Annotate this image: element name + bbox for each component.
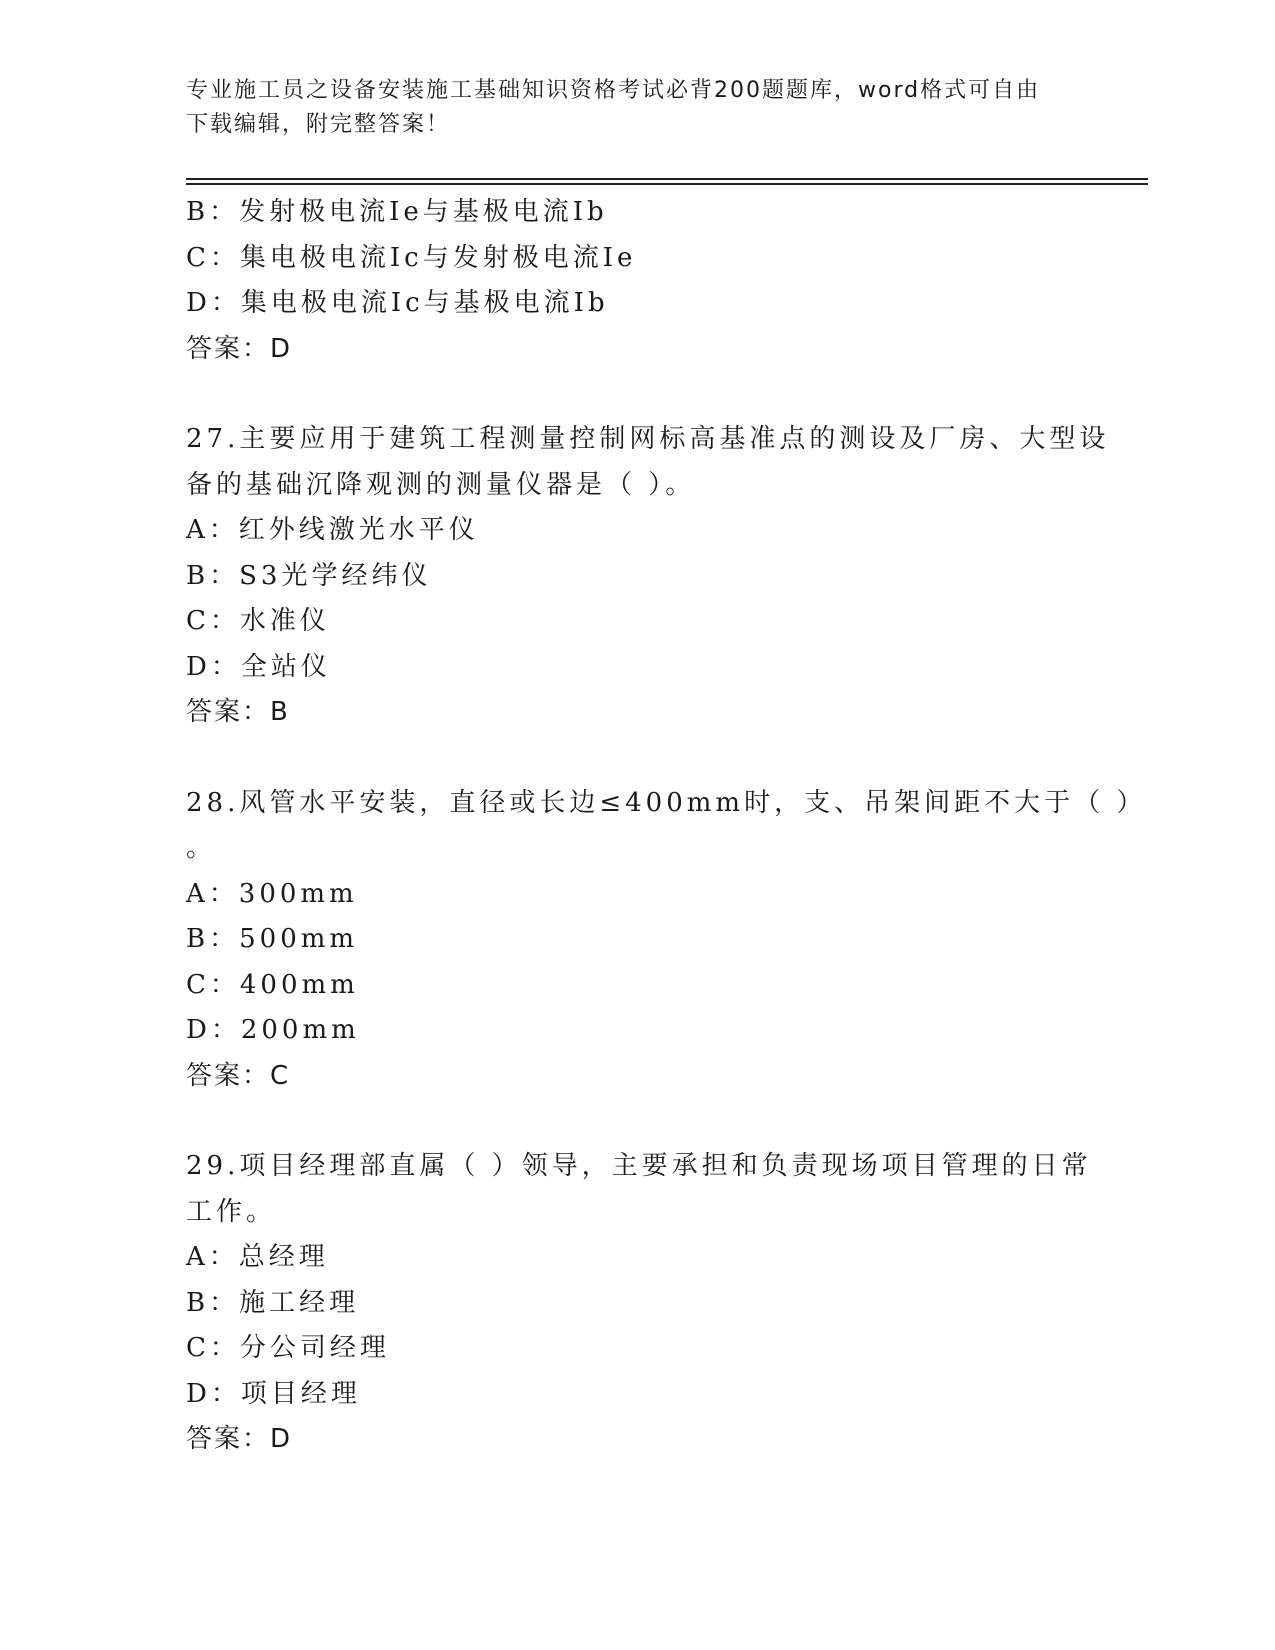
option-c: C：400mm: [186, 969, 359, 1000]
option-b: B：500mm: [186, 924, 359, 954]
spacer: [186, 372, 1086, 417]
option-a: A：总经理: [186, 1242, 329, 1272]
option-b: B：施工经理: [186, 1287, 360, 1318]
option-d: D：200mm: [186, 1015, 360, 1045]
option-b: B：S3光学经纬仪: [186, 560, 432, 591]
spacer: [186, 1099, 1086, 1144]
header-line-1: 专业施工员之设备安装施工基础知识资格考试必背200题题库，word格式可自由: [186, 78, 1041, 103]
answer-line: 答案：D: [186, 1424, 293, 1454]
option-c: C：水准仪: [186, 606, 330, 636]
header-divider-bottom: [186, 183, 1148, 185]
question-block-27: [186, 417, 1110, 736]
spacer: [186, 736, 1086, 781]
option-a: A：300mm: [186, 878, 358, 909]
question-stem-line: 28.风管水平安装，直径或长边≤400mm时，支、吊架间距不大于（ ）: [186, 787, 1147, 818]
question-stem-line: 。: [186, 833, 217, 863]
document-header: [186, 74, 1086, 142]
question-block-28: [186, 781, 1147, 1100]
header-line-2: 下载编辑，附完整答案！: [186, 112, 451, 137]
question-block-29: [186, 1144, 1092, 1463]
option-a: A：红外线激光水平仪: [186, 515, 479, 545]
answer-line: 答案：C: [186, 1060, 291, 1091]
option-b: B：发射极电流Ie与基极电流Ib: [186, 197, 608, 227]
question-block-partial: [186, 190, 1086, 372]
option-c: C：集电极电流Ic与发射极电流Ie: [186, 242, 637, 273]
option-d: D：全站仪: [186, 651, 331, 682]
option-d: D：集电极电流Ic与基极电流Ib: [186, 288, 609, 318]
header-divider-top: [186, 178, 1148, 180]
question-stem-line: 工作。: [186, 1196, 277, 1227]
answer-line: 答案：B: [186, 697, 290, 727]
option-d: D：项目经理: [186, 1378, 361, 1409]
answer-line: 答案：D: [186, 333, 293, 364]
option-c: C：分公司经理: [186, 1333, 390, 1363]
question-stem-line: 备的基础沉降观测的测量仪器是（ ）。: [186, 469, 696, 500]
question-list: [186, 190, 1147, 1463]
question-stem-line: 29.项目经理部直属（ ）领导，主要承担和负责现场项目管理的日常: [186, 1151, 1092, 1181]
question-stem-line: 27.主要应用于建筑工程测量控制网标高基准点的测设及厂房、大型设: [186, 424, 1110, 454]
